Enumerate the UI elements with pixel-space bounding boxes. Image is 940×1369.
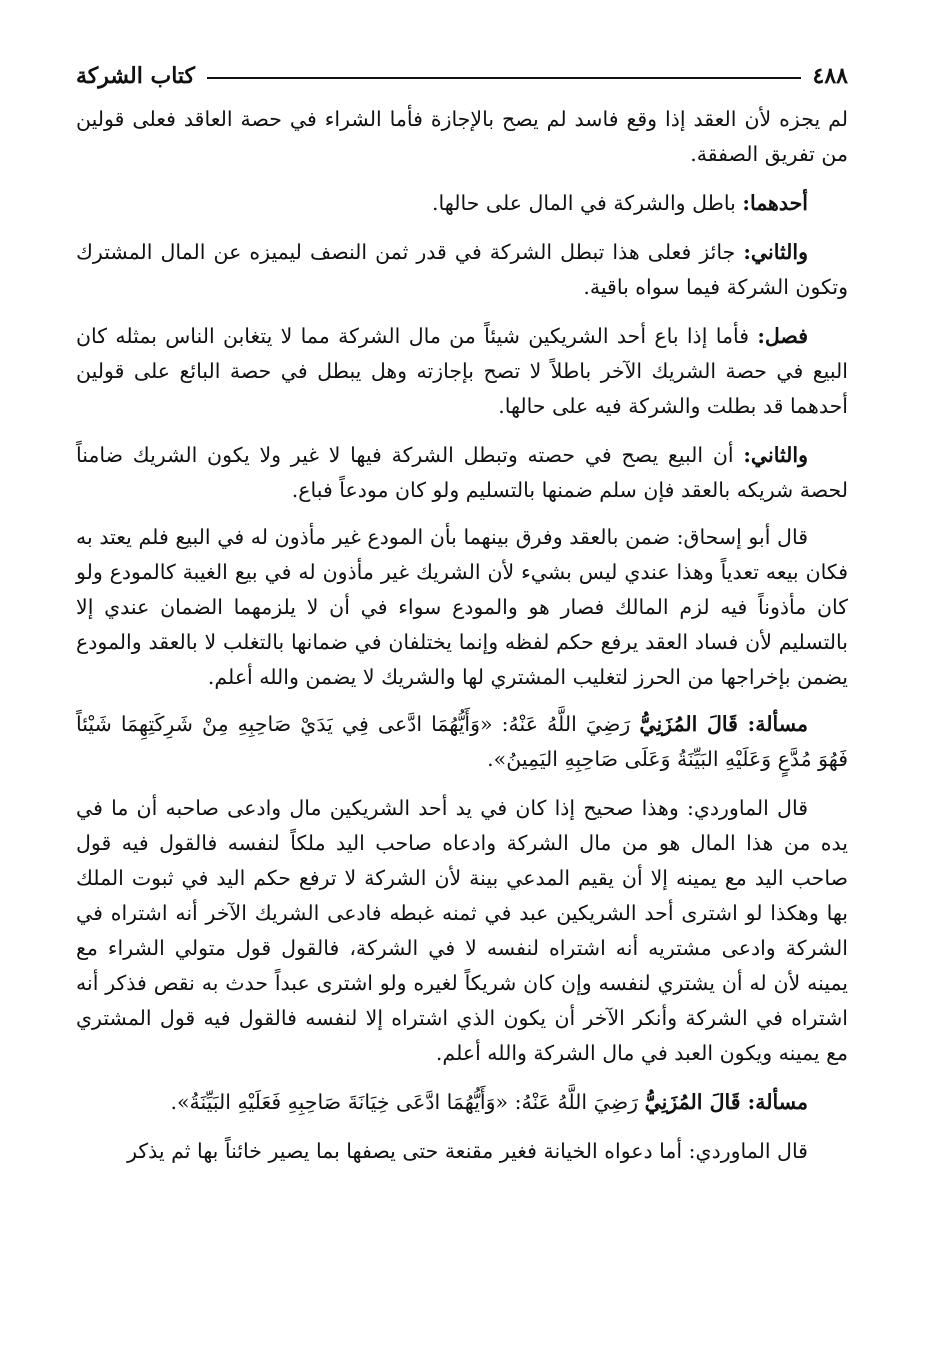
paragraph-text: رَضِيَ اللَّهُ عَنْهُ: «وَأَيُّهُمَا ادَّعى فِي يَدَيْ صَاحِبِهِ مِنْ شَرِكَتِهِمَا شَيْئاً فَهُوَ مُدَّعٍ وَعَلَيْهِ البَيِّنَةُ وَعَلَى صَاحِبِهِ اليَمِينُ». (76, 712, 848, 771)
page-number: ٤٨٨ (812, 63, 848, 89)
paragraph (76, 1134, 848, 1169)
paragraph (76, 791, 848, 1071)
paragraph-lead: مسألة: قَالَ المُزَنِيُّ (644, 1090, 808, 1114)
paragraph-text: لم يجزه لأن العقد إذا وقع فاسد لم يصح بالإجازة فأما الشراء في حصة العاقد فعلى قولين من تفريق الصفقة. (76, 107, 848, 166)
paragraph-lead: أحدهما: (742, 191, 808, 215)
masala-paragraph (76, 1085, 848, 1120)
paragraph-text: فأما إذا باع أحد الشريكين شيئاً من مال الشركة مما لا يتغابن الناس بمثله كان البيع في حصة الشريك الآخر باطلاً لا تصح بإجازته وهل يبطل في حصة البائع على قولين أحدهما قد بطلت والشركة فيه على حالها. (76, 324, 848, 418)
paragraph (76, 438, 848, 508)
paragraph (76, 520, 848, 695)
paragraph (76, 186, 848, 221)
paragraph-lead: والثاني: (743, 443, 808, 467)
paragraph-lead: فصل: (757, 324, 808, 348)
paragraph (76, 102, 848, 172)
paragraph (76, 235, 848, 305)
page-header (76, 58, 848, 94)
document-page (76, 58, 848, 1169)
paragraph-text: قال الماوردي: أما دعواه الخيانة فغير مقنعة حتى يصفها بما يصير خائناً بها ثم يذكر (127, 1139, 808, 1163)
paragraph (76, 319, 848, 424)
paragraph-text: جائز فعلى هذا تبطل الشركة في قدر ثمن النصف ليميزه عن المال المشترك وتكون الشركة فيما سواه باقية. (76, 240, 848, 299)
running-title: كتاب الشركة (76, 63, 196, 89)
paragraph-text: أن البيع يصح في حصته وتبطل الشركة فيها لا غير ولا يكون الشريك ضامناً لحصة شريكه بالعقد فإن سلم ضمنها بالتسليم ولو كان مودعاً فباع. (76, 443, 848, 502)
paragraph-lead: مسألة: قَالَ المُزَنِيُّ (639, 712, 808, 736)
paragraph-lead: والثاني: (743, 240, 808, 264)
paragraph-text: قال الماوردي: وهذا صحيح إذا كان في يد أحد الشريكين مال وادعى صاحبه أن ما في يده من هذا المال هو من مال الشركة وادعاه صاحب اليد ملكاً لنفسه فالقول فيه قول صاحب اليد مع يمينه إلا أن يقيم المدعي بينة لأن الشركة لا ترفع حكم اليد في ثبوت الملك بها وهكذا لو اشترى أحد الشريكين عبد في ثمنه غبطه فادعى الشريك الآخر أنه اشتراه في الشركة وادعى مشتريه أنه اشتراه لنفسه لا في الشركة، فالقول قول متولي الشراء مع يمينه لأن له أن يشتري لنفسه وإن كان شريكاً لغيره ولو اشترى عبداً حدث به نقص فذكر أنه اشتراه في الشركة وأنكر الآخر أن يكون الذي اشتراه إلا لنفسه فالقول فيه قول المشتري مع يمينه ويكون العبد في مال الشركة والله أعلم. (76, 796, 848, 1065)
paragraph-text: باطل والشركة في المال على حالها. (432, 191, 743, 215)
header-rule (207, 77, 801, 79)
masala-paragraph (76, 707, 848, 777)
paragraph-text: قال أبو إسحاق: ضمن بالعقد وفرق بينهما بأن المودع غير مأذون له في البيع فلم يعتد به فكان بيعه تعدياً وهذا عندي ليس بشيء لأن الشريك غير مأذون له في بيع الغيبة كالمودع ولو كان مأذوناً فيه لزم المالك فصار هو والمودع سواء في أن لا يلزمهما الضمان عندي إلا بالتسليم لأن فساد العقد يرفع حكم لفظه وإنما يختلفان في ضمانها بالتغلب لا بالعقد والمودع يضمن بإخراجها من الحرز لتغليب المشتري لها والشريك لا يضمن والله أعلم. (76, 525, 848, 689)
paragraph-text: رَضِيَ اللَّهُ عَنْهُ: «وَأَيُّهُمَا ادَّعَى خِيَانَةَ صَاحِبِهِ فَعَلَيْهِ البَيِّنَةُ». (170, 1090, 645, 1114)
